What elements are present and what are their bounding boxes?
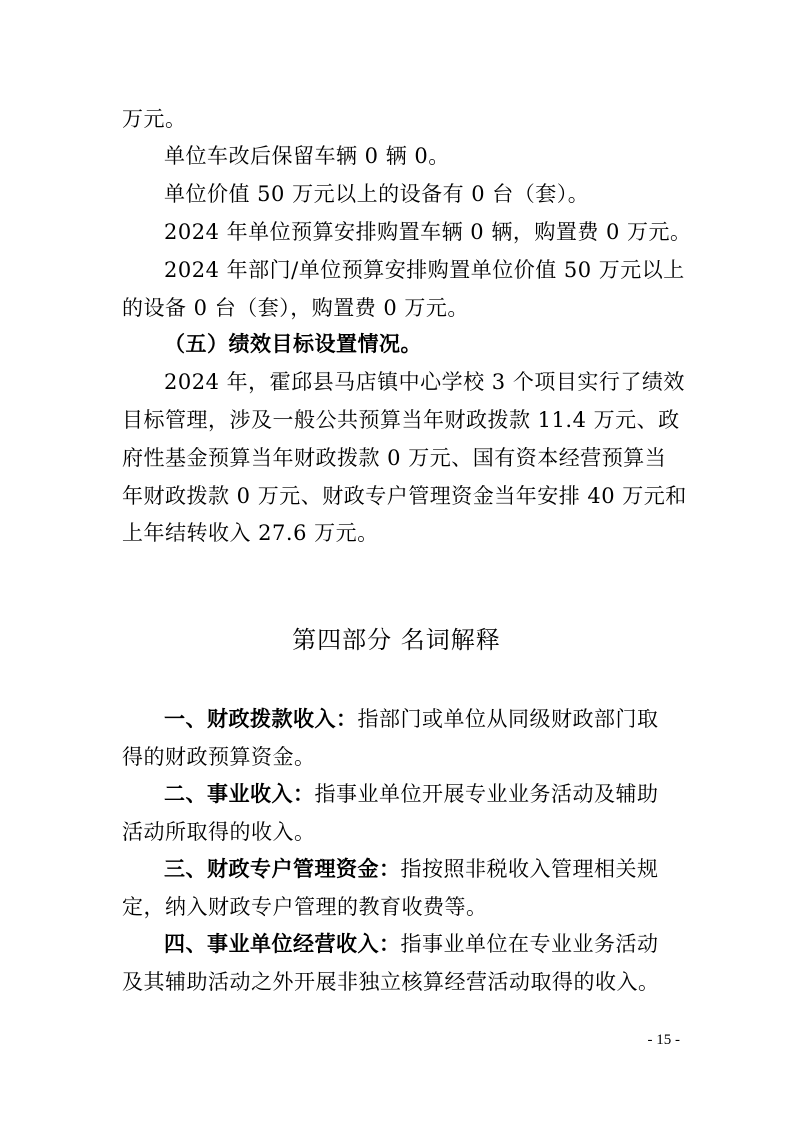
term-label: 一、财政拨款收入： (164, 707, 358, 731)
subsection-heading: （五）绩效目标设置情况。 (164, 331, 422, 356)
paragraph-line: 目标管理，涉及一般公共预算当年财政拨款 11.4 万元、政 (122, 408, 680, 432)
term-label: 四、事业单位经营收入： (164, 932, 401, 956)
paragraph-line: 单位价值 50 万元以上的设备有 0 台（套）。 (164, 182, 590, 206)
term-definition-text: 指事业单位开展专业业务活动及辅助 (314, 782, 659, 806)
term-definition-continued: 得的财政预算资金。 (122, 745, 316, 769)
paragraph-line: 年财政拨款 0 万元、财政专户管理资金当年安排 40 万元和 (122, 484, 687, 508)
term-label: 三、财政专户管理资金： (164, 857, 401, 881)
term-definition-text: 指事业单位在专业业务活动 (400, 932, 659, 956)
paragraph-line: 上年结转收入 27.6 万元。 (122, 521, 379, 545)
paragraph-line: 2024 年，霍邱县马店镇中心学校 3 个项目实行了绩效 (164, 370, 685, 394)
paragraph-line: 2024 年单位预算安排购置车辆 0 辆，购置费 0 万元。 (164, 220, 692, 244)
term-definition (164, 705, 659, 733)
paragraph-line: 万元。 (122, 107, 187, 131)
term-definition (164, 855, 659, 883)
paragraph-line: 府性基金预算当年财政拨款 0 万元、国有资本经营预算当 (122, 446, 667, 470)
paragraph-line: 单位车改后保留车辆 0 辆 0。 (164, 144, 450, 168)
term-definition-continued: 及其辅助活动之外开展非独立核算经营活动取得的收入。 (122, 970, 660, 994)
paragraph-line: 的设备 0 台（套），购置费 0 万元。 (122, 296, 469, 320)
term-definition-continued: 定，纳入财政专户管理的教育收费等。 (122, 895, 488, 919)
term-definition-text: 指按照非税收入管理相关规 (400, 857, 659, 881)
term-definition (164, 930, 659, 958)
paragraph-line: 2024 年部门/单位预算安排购置单位价值 50 万元以上 (164, 258, 685, 282)
term-definition (164, 780, 659, 808)
term-definition-text: 指部门或单位从同级财政部门取 (357, 707, 659, 731)
term-definition-continued: 活动所取得的收入。 (122, 820, 316, 844)
page-number: - 15 - (647, 1032, 680, 1048)
term-label: 二、事业收入： (164, 782, 315, 806)
section-title: 第四部分 名词解释 (292, 626, 501, 654)
